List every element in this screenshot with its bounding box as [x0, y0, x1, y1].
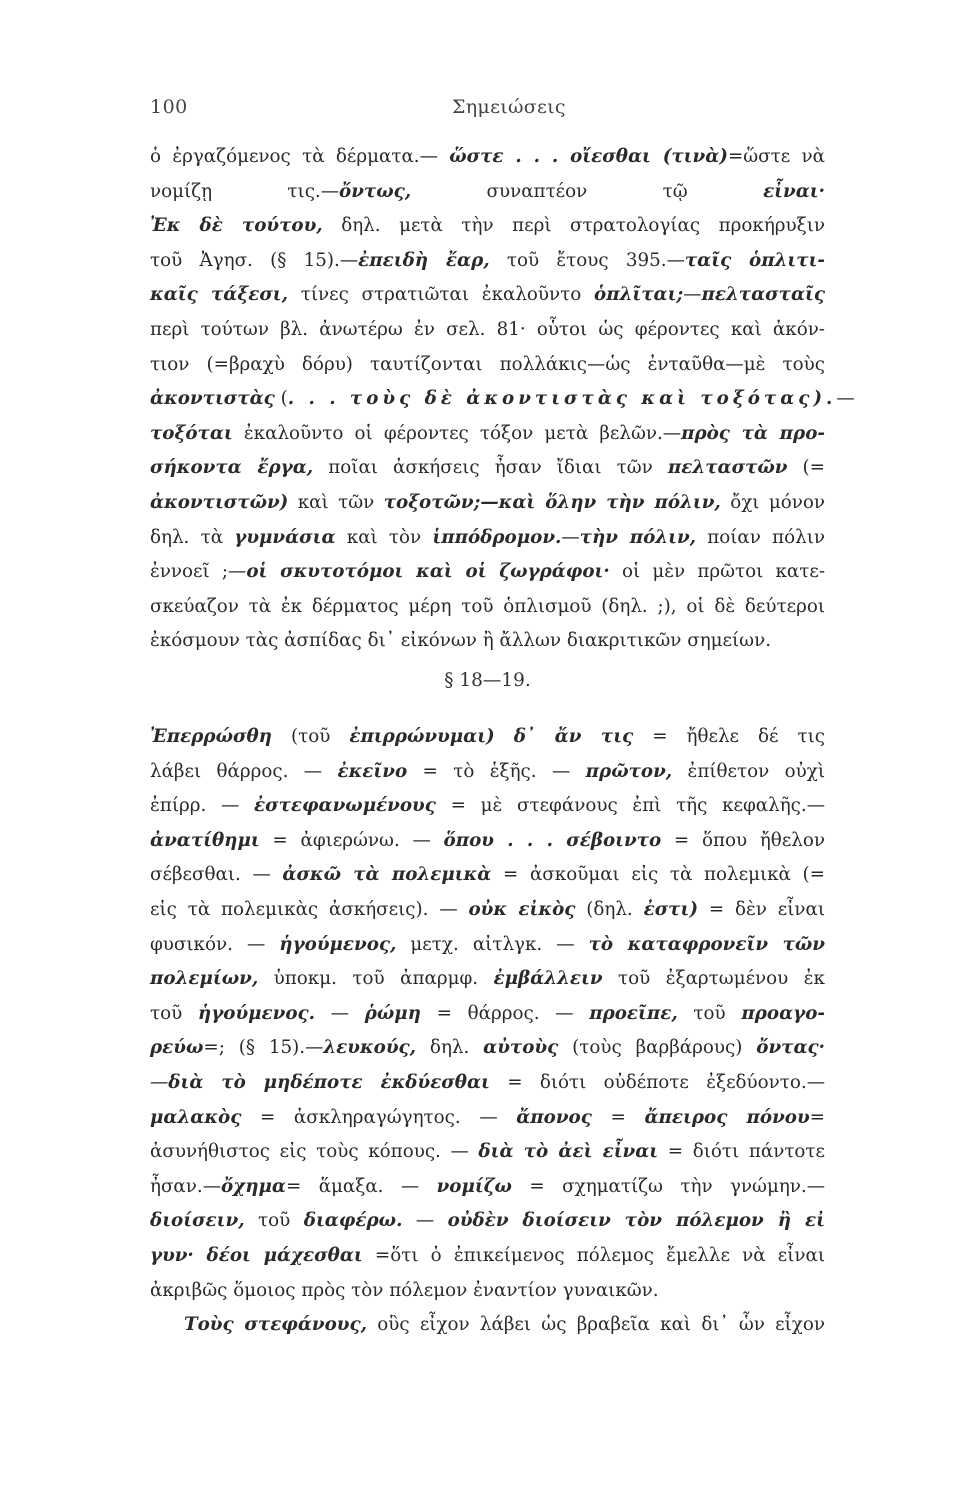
text-segment: καὶ τῶν	[288, 491, 384, 513]
running-title: Σημειώσεις	[452, 96, 566, 118]
text-line	[150, 624, 825, 659]
text-segment: φυσικόν. —	[150, 933, 280, 955]
bold-term: πρῶτον,	[585, 760, 673, 782]
text-segment: = τὸ ἑξῆς. —	[407, 760, 586, 782]
text-line	[150, 209, 825, 244]
bold-term: ἐπειδὴ ἔαρ,	[358, 249, 490, 271]
text-segment: τοῦ	[150, 1002, 198, 1024]
text-segment: = ἀφιερώνω. —	[259, 829, 444, 851]
bold-term: διαφέρω.	[303, 1210, 403, 1232]
text-line	[150, 962, 825, 997]
text-segment: = ἀσκοῦμαι εἰς τὰ πολεμικὰ (=	[491, 864, 825, 886]
bold-term: ἄπονος	[516, 1106, 592, 1128]
bold-term: προαγο-	[741, 1002, 826, 1024]
text-segment: ποίαν πόλιν	[696, 526, 825, 548]
text-segment: (=	[787, 457, 826, 479]
text-line	[150, 1066, 825, 1101]
text-line	[150, 382, 855, 417]
text-segment: = διότι οὐδέποτε ἐξεδύοντο.—	[489, 1071, 825, 1093]
text-segment: εἰς τὰ πολεμικὰς ἀσκήσεις). —	[150, 898, 469, 920]
bold-term: . . . τοὺς δὲ ἀκοντιστὰς καὶ τοξότας).	[287, 388, 837, 410]
text-line	[150, 1135, 825, 1170]
bold-term: ρεύω	[150, 1037, 204, 1059]
bold-term: τοξόται	[150, 422, 233, 444]
text-segment: οὓς εἶχον λάβει ὡς βραβεῖα καὶ δι᾽ ὧν εἶχον	[366, 1314, 825, 1336]
text-line	[150, 1170, 825, 1205]
text-segment: ἦσαν.—	[150, 1175, 221, 1197]
bold-term: μαλακὸς	[150, 1106, 242, 1128]
notes-paragraph-1	[150, 140, 855, 659]
bold-term: Ἐκ δὲ τούτου,	[150, 215, 323, 237]
text-line	[150, 1239, 825, 1274]
notes-paragraph-2	[150, 720, 825, 1343]
bold-term: πολεμίων,	[150, 968, 259, 990]
text-segment: τοῦ ἔτους 395.—	[489, 249, 685, 271]
text-segment: (	[274, 388, 288, 410]
text-segment: ὄχι μόνον	[720, 491, 825, 513]
text-line	[150, 1204, 825, 1239]
bold-term: λευκούς,	[323, 1037, 417, 1059]
bold-term: δ᾽ ἄν τις	[513, 726, 634, 747]
text-segment: =; (§ 15).—	[203, 1037, 324, 1059]
text-segment: τοῦ Ἀγησ. (§ 15).—	[150, 249, 359, 271]
text-segment: καὶ τὸν	[335, 526, 433, 548]
text-line	[150, 1274, 825, 1309]
bold-term: ἀνατίθημι	[150, 829, 260, 851]
bold-term: ἀκοντιστὰς	[150, 388, 275, 410]
bold-term: ἐστεφανωμένους	[253, 795, 436, 817]
text-line	[150, 278, 825, 313]
text-segment: τοῦ	[244, 1210, 304, 1232]
bold-term: προεῖπε,	[589, 1002, 678, 1024]
text-segment: = ἤθελε δέ τις	[633, 726, 826, 747]
text-line	[150, 140, 825, 175]
text-segment: τιον (=βραχὺ δόρυ) ταυτίζονται πολλάκις—ὡς ἐνταῦθα—μὲ τοὺς	[150, 353, 825, 375]
text-segment: συναπτέον τῷ	[411, 180, 764, 202]
text-segment: λάβει θάρρος. —	[150, 760, 338, 782]
text-segment: ἀκριβῶς ὅμοιος πρὸς τὸν πόλεμον ἐναντίον γυναικῶν.	[150, 1279, 659, 1301]
text-line	[150, 928, 825, 963]
text-segment: τοῦ ἐξαρτωμένου ἐκ	[602, 968, 825, 990]
text-segment: = διότι πάντοτε	[658, 1141, 826, 1163]
text-segment: μετχ. αἰτλγκ. —	[396, 933, 589, 955]
bold-term: ἐκεῖνο	[337, 760, 408, 782]
bold-term: τοξοτῶν;—καὶ ὅλην τὴν πόλιν,	[383, 491, 721, 513]
bold-term: καῖς τάξεσι,	[150, 284, 289, 306]
bold-term: οἱ σκυτοτόμοι καὶ οἱ ζωγράφοι·	[246, 561, 610, 583]
text-segment: σκεύαζον τὰ ἐκ δέρματος μέρη τοῦ ὁπλισμοῦ (δηλ. ;), οἱ δὲ δεύτεροι	[150, 595, 825, 617]
text-segment: —	[683, 284, 702, 306]
text-segment: οἱ μὲν πρῶτοι κατε-	[609, 561, 826, 583]
text-segment: ἐννοεῖ ;—	[150, 561, 247, 583]
bold-term: ὥστε . . . οἴεσθαι (τινὰ)	[449, 146, 728, 167]
text-segment: δηλ.	[416, 1037, 484, 1059]
text-segment: (τοὺς βαρβάρους)	[558, 1037, 757, 1059]
bold-term: ῥώμη	[364, 1002, 421, 1024]
bold-term: ἐπιρρώνυμαι)	[349, 726, 495, 747]
text-segment: —	[150, 1071, 169, 1093]
text-line	[150, 175, 825, 210]
text-segment: ἐκόσμουν τὰς ἀσπίδας δι᾽ εἰκόνων ἢ ἄλλων διακριτικῶν σημείων.	[150, 630, 772, 652]
text-line	[150, 313, 825, 348]
text-segment: = σχηματίζω τὴν γνώμην.—	[511, 1175, 825, 1197]
text-segment: = ἀσκληραγώγητος. —	[241, 1106, 517, 1128]
text-line	[150, 555, 825, 590]
bold-term: γυμνάσια	[234, 526, 336, 548]
bold-term: Τοὺς στεφάνους,	[184, 1314, 367, 1336]
text-line	[150, 244, 825, 279]
bold-term: εἶναι·	[763, 180, 825, 202]
bold-term: διοίσειν,	[150, 1210, 245, 1232]
text-segment: ἐπίρρ. —	[150, 795, 254, 817]
text-line	[150, 1101, 825, 1136]
bold-term: διὰ τὸ ἀεὶ εἶναι	[478, 1141, 659, 1163]
text-line	[150, 417, 825, 452]
text-segment: =	[591, 1106, 645, 1128]
text-segment: (τοῦ	[271, 726, 350, 747]
text-segment: = μὲ στεφάνους ἐπὶ τῆς κεφαλῆς.—	[435, 795, 825, 817]
page-number: 100	[150, 96, 188, 118]
bold-term: πελταστῶν	[667, 457, 788, 479]
bold-term: πρὸς τὰ προ-	[681, 422, 825, 444]
text-segment: δηλ. μετὰ τὴν περὶ στρατολογίας προκήρυξιν	[322, 215, 825, 237]
bold-term: τὴν πόλιν,	[579, 526, 696, 548]
text-segment: =ὥστε νὰ	[727, 146, 826, 167]
bold-term: ὄντας·	[756, 1037, 826, 1059]
bold-term: ὄχημα	[220, 1175, 286, 1197]
text-segment: = ἅμαξα. —	[285, 1175, 437, 1197]
text-segment: ὁ ἐργαζόμενος τὰ δέρματα.—	[150, 146, 450, 167]
text-segment: ποῖαι ἀσκήσεις ἦσαν ἴδιαι τῶν	[313, 457, 668, 479]
bold-term: τὸ καταφρονεῖν τῶν	[588, 933, 825, 955]
text-line	[150, 858, 825, 893]
bold-term: ταῖς ὁπλιτι-	[684, 249, 826, 271]
text-segment: τίνες στρατιῶται ἐκαλοῦντο	[288, 284, 594, 306]
text-segment: δηλ. τὰ	[150, 526, 235, 548]
text-line	[150, 1308, 825, 1343]
text-line	[150, 451, 825, 486]
bold-term: ὁπλῖται;	[594, 284, 684, 306]
section-heading: § 18—19.	[444, 670, 531, 691]
text-segment: τοῦ	[677, 1002, 742, 1024]
text-segment: —	[315, 1002, 365, 1024]
text-segment: ἐκαλοῦντο οἱ φέροντες τόξον μετὰ βελῶν.—	[232, 422, 682, 444]
text-segment: (δηλ.	[575, 898, 644, 920]
bold-term: ἐμβάλλειν	[493, 968, 603, 990]
text-line	[150, 1031, 825, 1066]
text-line	[150, 997, 825, 1032]
text-line	[150, 720, 825, 755]
text-segment: =ὅτι ὁ ἐπικείμενος πόλεμος ἔμελλε νὰ εἶναι	[362, 1244, 825, 1266]
bold-term: ὅπου . . . σέβοιντο	[443, 829, 662, 851]
text-segment	[495, 726, 514, 747]
text-segment: ἐπίθετον οὐχὶ	[672, 760, 825, 782]
text-line	[150, 590, 825, 625]
text-segment: ὑποκμ. τοῦ ἀπαρμφ.	[258, 968, 494, 990]
text-segment: = θάρρος. —	[420, 1002, 590, 1024]
bold-term: ἡγούμενος.	[197, 1002, 316, 1024]
text-segment: ἀσυνήθιστος εἰς τοὺς κόπους. —	[150, 1141, 479, 1163]
bold-term: ἄπειρος πόνου	[644, 1106, 810, 1128]
text-line	[150, 824, 825, 859]
bold-term: σήκοντα ἔργα,	[150, 457, 314, 479]
bold-term: γυν· δέοι μάχεσθαι	[150, 1244, 363, 1266]
bold-term: ὄντως,	[339, 180, 412, 202]
text-segment: —	[836, 388, 855, 410]
bold-term: ἀσκῶ τὰ πολεμικὰ	[282, 864, 492, 886]
text-line	[150, 521, 825, 556]
text-segment: = δὲν εἶναι	[697, 898, 826, 920]
text-segment: =	[809, 1106, 825, 1128]
text-segment: —	[402, 1210, 448, 1232]
text-segment: σέβεσθαι. —	[150, 864, 283, 886]
text-segment: νομίζῃ τις.—	[150, 180, 340, 202]
text-line	[150, 789, 825, 824]
bold-term: διὰ τὸ μηδέποτε ἐκδύεσθαι	[168, 1071, 490, 1093]
text-line	[150, 893, 825, 928]
bold-term: ἐστι)	[643, 898, 698, 920]
bold-term: οὐδὲν διοίσειν τὸν πόλεμον ἢ εἰ	[447, 1210, 826, 1232]
bold-term: αὐτοὺς	[483, 1037, 559, 1059]
bold-term: νομίζω	[436, 1175, 512, 1197]
text-line	[150, 348, 825, 383]
bold-term: πελτασταῖς	[701, 284, 825, 306]
bold-term: Ἐπερρώσθη	[150, 726, 272, 747]
text-segment: = ὅπου ἤθελον	[661, 829, 825, 851]
bold-term: οὐκ εἰκὸς	[468, 898, 576, 920]
bold-term: ἱππόδρομον.	[432, 526, 562, 548]
bold-term: ἡγούμενος,	[279, 933, 397, 955]
bold-term: ἀκοντιστῶν)	[150, 491, 289, 513]
text-line	[150, 755, 825, 790]
text-segment: περὶ τούτων βλ. ἀνωτέρω ἐν σελ. 81· οὗτοι ὡς φέροντες καὶ ἀκόν-	[150, 318, 825, 340]
text-line	[150, 486, 825, 521]
text-segment: —	[561, 526, 580, 548]
